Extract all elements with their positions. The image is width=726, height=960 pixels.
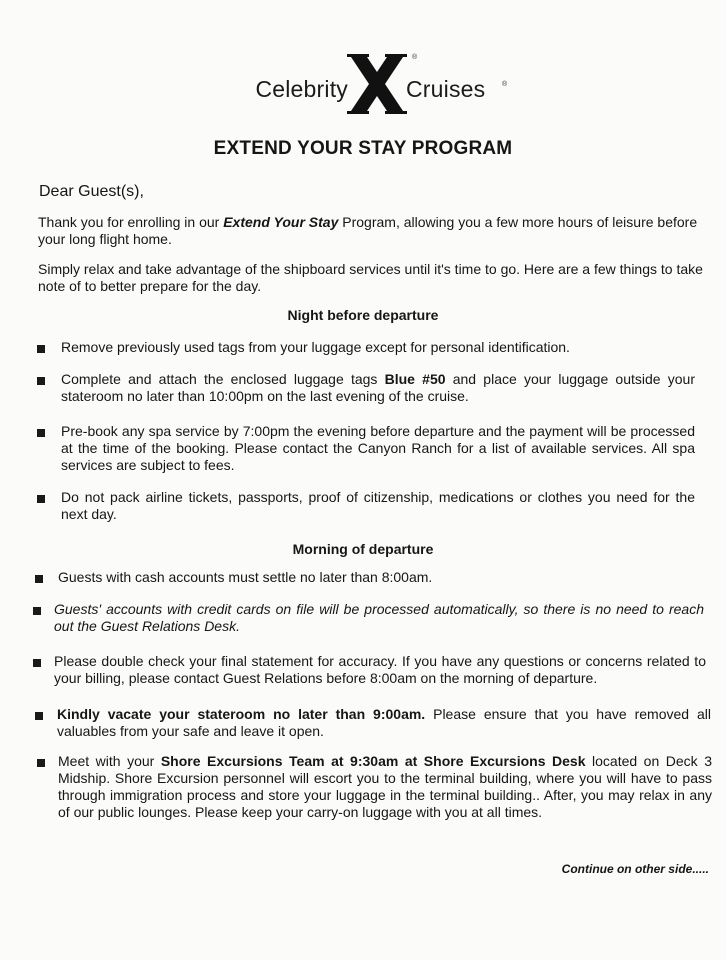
morning-item-3: Please double check your final statement for accuracy. If you have any questions or concerns related to your billing, please contact Guest Relations before 8:00am on the morning of departure. bbox=[54, 653, 706, 686]
bullet-icon bbox=[37, 429, 45, 437]
logo-word-left: Celebrity bbox=[255, 76, 348, 102]
bullet-icon bbox=[35, 712, 43, 720]
section-heading-night: Night before departure bbox=[287, 307, 439, 323]
registered-mark: ® bbox=[412, 54, 418, 61]
bullet-icon bbox=[37, 495, 45, 503]
continue-note: Continue on other side..... bbox=[561, 862, 709, 876]
greeting: Dear Guest(s), bbox=[39, 183, 144, 200]
document-title: EXTEND YOUR STAY PROGRAM bbox=[213, 138, 513, 159]
night-item-2: Complete and attach the enclosed luggage tags Blue #50 and place your luggage outside your stateroom no later than 10:00pm on the last evening of the cruise. bbox=[61, 371, 696, 404]
bullet-icon bbox=[35, 575, 43, 583]
registered-mark-2: ® bbox=[502, 81, 508, 88]
morning-item-4: Kindly vacate your stateroom no later than 9:00am. Please ensure that you have removed all valuables from your safe and leave it open. bbox=[57, 706, 711, 739]
bullet-icon bbox=[37, 759, 45, 767]
bullet-icon bbox=[37, 377, 45, 385]
section-heading-morning: Morning of departure bbox=[292, 541, 434, 557]
night-item-4: Do not pack airline tickets, passports, proof of citizenship, medications or clothes you need for the next day. bbox=[61, 489, 695, 522]
night-item-3: Pre-book any spa service by 7:00pm the evening before departure and the payment will be processed at the time of the booking. Please contact the Canyon Ranch for a list of available services. All spa services are subject to fees. bbox=[61, 423, 695, 473]
night-item-1: Remove previously used tags from your luggage except for personal identification. bbox=[61, 339, 570, 355]
bullet-icon bbox=[37, 345, 45, 353]
logo-word-right: Cruises bbox=[406, 76, 486, 102]
morning-item-1: Guests with cash accounts must settle no later than 8:00am. bbox=[58, 569, 433, 585]
bullet-icon bbox=[33, 607, 41, 615]
morning-item-5: Meet with your Shore Excursions Team at 9:30am at Shore Excursions Desk located on Deck 3 Midship. Shore Excursion personnel will escort you to the terminal building, where you will have to pass through immigration process and store your luggage in the terminal building.. After, you may relax in any of our public lounges. Please keep your carry-on luggage with you at all times. bbox=[58, 753, 712, 820]
morning-item-2: Guests' accounts with credit cards on file will be processed automatically, so there is no need to reach out the Guest Relations Desk. bbox=[54, 601, 704, 634]
x-logo-icon bbox=[345, 52, 409, 116]
intro-paragraph-2: Simply relax and take advantage of the shipboard services until it's time to go. Here are a few things to take note of to better prepare for the day. bbox=[38, 261, 703, 294]
intro-paragraph-1: Thank you for enrolling in our Extend Your Stay Program, allowing you a few more hours of leisure before your long flight home. bbox=[38, 214, 698, 247]
bullet-icon bbox=[33, 659, 41, 667]
celebrity-cruises-logo bbox=[0, 52, 726, 116]
